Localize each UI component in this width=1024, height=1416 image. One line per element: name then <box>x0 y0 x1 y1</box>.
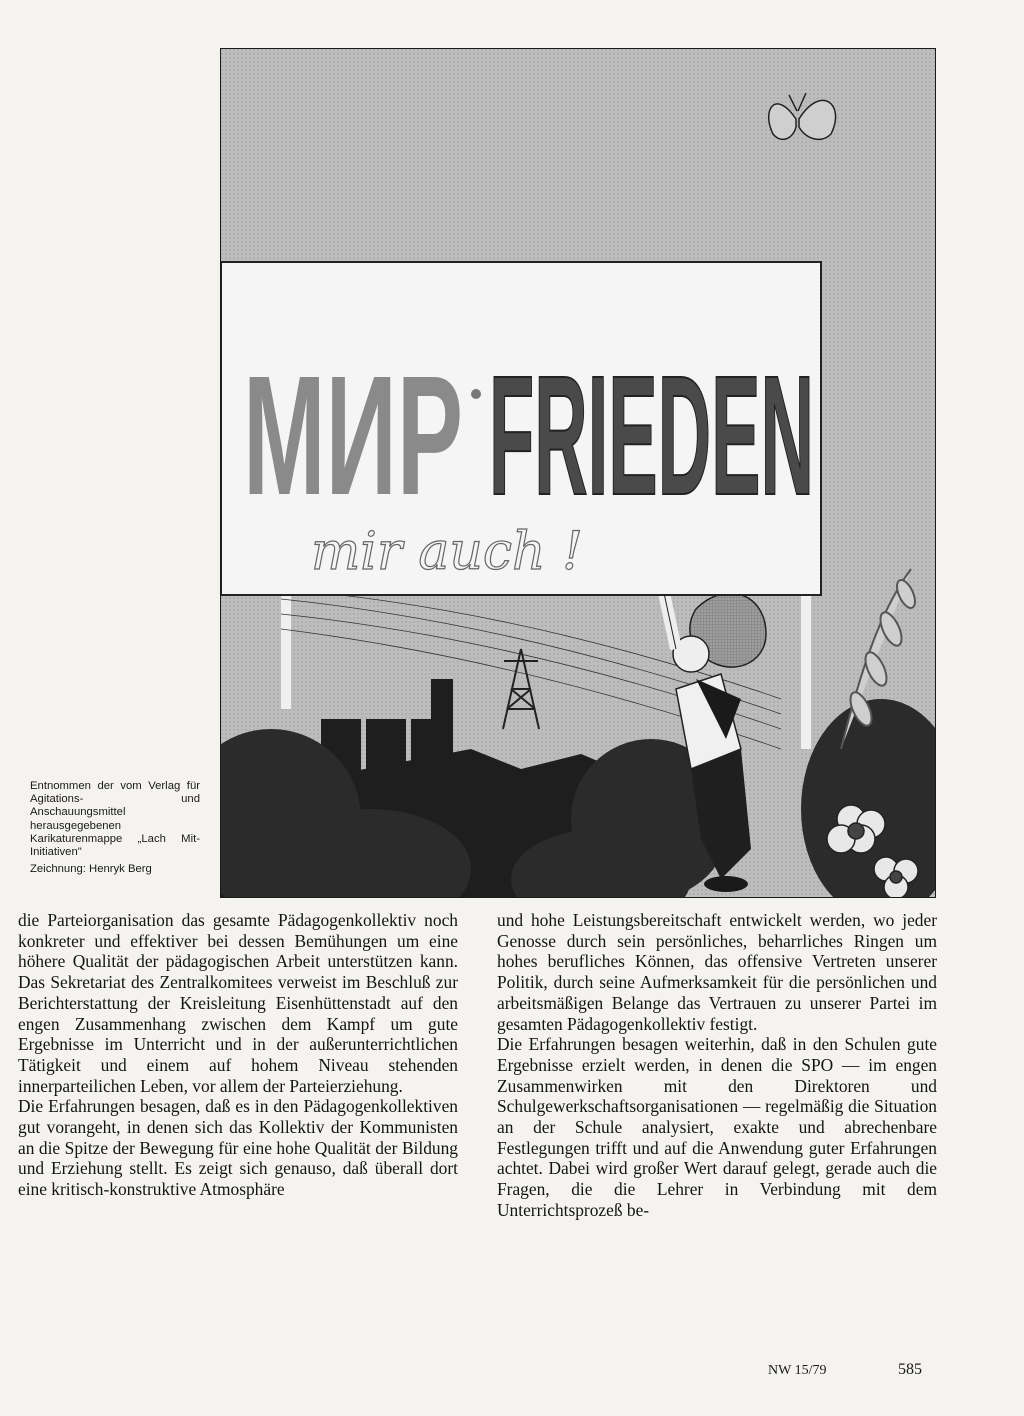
sign-russian-word: МИР <box>243 341 463 531</box>
journal-reference: NW 15/79 <box>768 1363 827 1378</box>
caption-credit: Zeichnung: Henryk Berg <box>30 863 152 876</box>
handwritten-note: mir auch ! <box>311 522 583 582</box>
cartoon-illustration <box>220 48 936 898</box>
figure-caption <box>30 780 200 876</box>
sign-german-word: FRIEDEN <box>489 341 814 531</box>
caption-text: Entnommen der vom Verlag für Agitations- und Anschauungsmittel herausgegebenen Karikaturenmappe „Lach Mit-Initiativen" <box>30 780 200 859</box>
paragraph: die Parteiorganisation das gesamte Pädagogenkollektiv noch konkreter und effektiver bei dessen Bemühungen um eine höhere Qualität der pädagogischen Arbeit unterstützen kann. Das Sekretariat des Zentralkomitees verweist im Beschluß zur Berichterstattung der Kreisleitung Eisenhüttenstadt auf den engen Zusammenhang zwischen dem Kampf um gute Ergebnisse im Unterricht und in der außerunterrichtlichen Tätigkeit und einem auf hohem Niveau stehenden innerparteilichen Leben, vor allem der Parteierziehung. <box>18 910 458 1096</box>
page-number: 585 <box>898 1361 922 1378</box>
paragraph: Die Erfahrungen besagen weiterhin, daß in den Schulen gute Ergebnisse erzielt werden, in denen die SPO — im engen Zusammenwirken mit den Direktoren und Schulgewerkschaftsorganisationen — regelmäßig die Situation an der Schule analysiert, exakte und abrechenbare Festlegungen trifft und auf die Anwendung guter Erfahrungen achtet. Dabei wird großer Wert darauf gelegt, gerade auch die Fragen, die die Lehrer in Verbindung mit dem Unterrichtsprozeß be- <box>497 1034 937 1220</box>
paragraph: und hohe Leistungsbereitschaft entwickelt werden, wo jeder Genosse durch sein persönliches, beharrliches Ringen um hohes berufliches Können, das offensive Vertreten unserer Politik, durch seine Aufmerksamkeit für die persönlichen und arbeitsmäßigen Belange das Vertrauen zu unserer Partei im gesamten Pädagogenkollektiv festigt. <box>497 910 937 1034</box>
article-column-right <box>497 910 937 1221</box>
paragraph: Die Erfahrungen besagen, daß es in den Pädagogenkollektiven gut vorangeht, in denen sich das Kollektiv der Kommunisten an die Spitze der Bewegung für eine hohe Qualität der Bildung und Erziehung stellt. Es zeigt sich genauso, daß überall dort eine kritisch-konstruktive Atmosphäre <box>18 1096 458 1200</box>
article-column-left <box>18 910 458 1200</box>
